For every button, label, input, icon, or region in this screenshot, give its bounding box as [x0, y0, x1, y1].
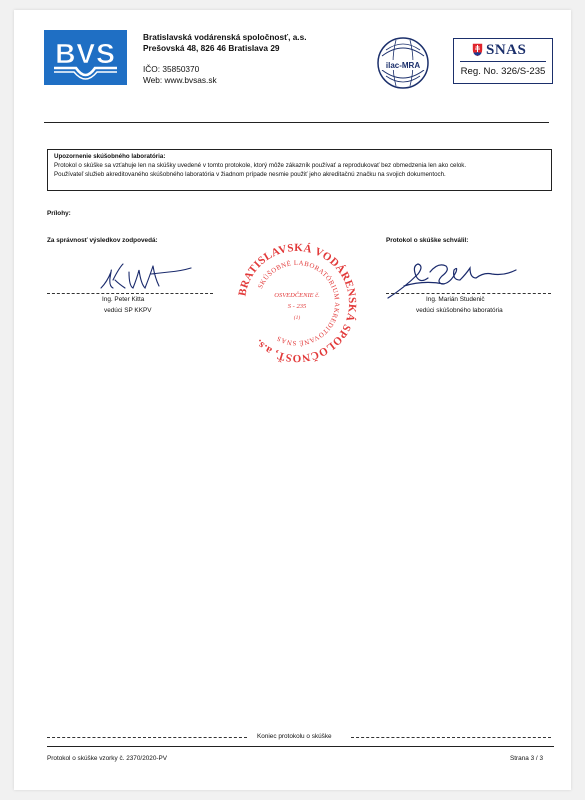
- marian-studenic-signature: [384, 254, 524, 302]
- header-divider: [44, 122, 549, 123]
- notice-title: Upozornenie skúšobného laboratória:: [54, 153, 166, 160]
- company-web: Web: www.bvsas.sk: [143, 74, 217, 85]
- stamp-center-line-1: OSVEDČENIE č.: [274, 292, 320, 299]
- footer-dots-right: [351, 737, 551, 738]
- stamp-inner-text: SKÚŠOBNÉ LABORATÓRIUM AKREDITOVANÉ SNAS: [257, 259, 341, 347]
- company-info: [143, 32, 307, 85]
- right-signer-name: Ing. Marián Studenič: [426, 296, 485, 303]
- right-signature-line: [386, 293, 551, 294]
- slovak-shield-icon: [472, 43, 483, 57]
- lab-notice-box: [47, 149, 552, 191]
- company-address: Prešovská 48, 826 46 Bratislava 29: [143, 42, 280, 53]
- stamp-center-line-2: S - 235: [287, 303, 307, 310]
- svg-text:BVS: BVS: [55, 38, 116, 69]
- notice-line-1: Protokol o skúške sa vzťahuje len na skúšky uvedené v tomto protokole, ktorý môže zákazník používať a reprodukovať bez obmedzenia len ako celok.: [54, 161, 467, 169]
- company-ico: IČO: 35850370: [143, 64, 200, 75]
- document-page: [14, 10, 571, 790]
- bvs-logo: [44, 30, 127, 85]
- ilac-label: ilac-MRA: [385, 61, 421, 70]
- right-signature-heading: Protokol o skúške schválil:: [386, 237, 469, 244]
- left-signature-line: [47, 293, 213, 294]
- registration-number: Reg. No. 326/S-235: [460, 66, 546, 77]
- snas-badge: [453, 38, 553, 84]
- bvs-logo-graphic: [44, 30, 127, 85]
- snas-label: SNAS: [486, 41, 527, 58]
- page-number: Strana 3 / 3: [510, 755, 544, 762]
- notice-line-2: Používateľ služieb akreditovaného skúšobného laboratória v žiadnom prípade nesmie použiť jeho akreditačnú značku na svojich dokumentoch.: [54, 170, 446, 178]
- stamp-outer-text: BRATISLAVSKÁ VODÁRENSKÁ SPOLOČNOSŤ, a.s.: [236, 241, 359, 365]
- left-signature-heading: Za správnosť výsledkov zodpovedá:: [47, 237, 158, 244]
- company-name: Bratislavská vodárenská spoločnosť, a.s.: [143, 32, 307, 42]
- footer-dots-left: [47, 737, 247, 738]
- ilac-mra-logo: [376, 36, 430, 90]
- laboratory-stamp: [232, 238, 362, 368]
- protocol-reference: Protokol o skúške vzorky č. 2370/2020-PV: [47, 755, 168, 762]
- end-of-protocol-text: Koniec protokolu o skúške: [257, 733, 332, 740]
- right-signer-role: vedúci skúšobného laboratória: [416, 307, 503, 314]
- attachments-label: Prílohy:: [47, 210, 71, 217]
- left-signer-name: Ing. Peter Kitta: [102, 296, 145, 303]
- peter-kitta-signature: [99, 258, 194, 296]
- stamp-center-line-3: (1): [293, 315, 301, 321]
- footer-divider: [47, 746, 554, 747]
- left-signer-role: vedúci SP KKPV: [104, 307, 152, 314]
